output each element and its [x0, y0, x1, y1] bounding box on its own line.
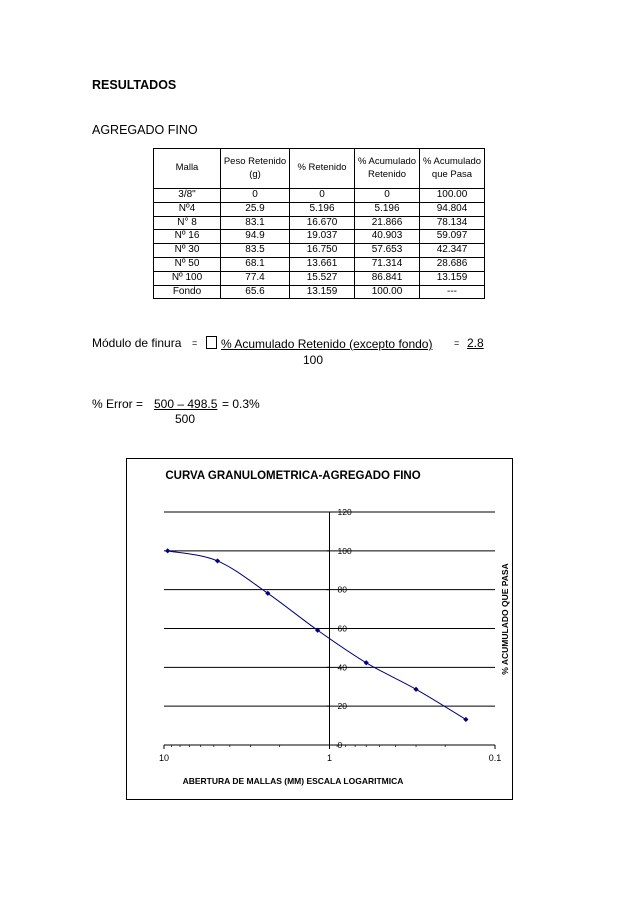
y-tick-label: 100	[337, 545, 352, 556]
table-cell: 78.134	[420, 216, 485, 230]
table-cell: 77.4	[221, 271, 290, 285]
x-tick-label: 1	[326, 753, 333, 763]
header-acumulado-pasa: % Acumulado que Pasa	[420, 149, 485, 189]
y-tick-label: 40	[337, 662, 347, 673]
sieve-table	[153, 148, 485, 299]
x-axis-label: ABERTURA DE MALLAS (MM) ESCALA LOGARITMICA	[182, 776, 404, 786]
table-cell: Nº 50	[154, 257, 221, 271]
table-cell: 0	[221, 189, 290, 203]
table-cell: 59.097	[420, 230, 485, 244]
y-tick-label: 80	[337, 584, 347, 595]
table-cell: 94.804	[420, 202, 485, 216]
error-result: = 0.3%	[222, 397, 260, 411]
x-tick-label: 10	[158, 753, 170, 763]
y-tick-label: 0	[337, 740, 343, 750]
table-cell: 65.6	[221, 285, 290, 299]
y-tick-label: 60	[337, 623, 347, 634]
summation-icon	[206, 336, 217, 349]
table-row	[154, 230, 485, 244]
modulo-equals: =	[192, 338, 198, 348]
error-denominator: 500	[175, 412, 196, 426]
table-cell: 13.159	[420, 271, 485, 285]
table-cell: 83.5	[221, 244, 290, 258]
table-cell: Nº 30	[154, 244, 221, 258]
data-point	[215, 558, 220, 563]
table-row	[154, 216, 485, 230]
table-cell: 0	[355, 189, 420, 203]
table-cell: 68.1	[221, 257, 290, 271]
table-cell: Nº4	[154, 202, 221, 216]
series-line	[168, 551, 466, 720]
table-row	[154, 244, 485, 258]
table-row	[154, 257, 485, 271]
results-heading: RESULTADOS	[92, 78, 177, 92]
y-tick-label: 120	[337, 507, 352, 517]
table-cell: 42.347	[420, 244, 485, 258]
table-cell: 5.196	[355, 202, 420, 216]
error-label: % Error =	[92, 397, 144, 411]
table-cell: Nº 16	[154, 230, 221, 244]
header-retenido: % Retenido	[290, 149, 355, 189]
table-cell: 5.196	[290, 202, 355, 216]
y-tick-label: 20	[337, 701, 347, 712]
header-peso-retenido: Peso Retenido (g)	[221, 149, 290, 189]
table-row	[154, 202, 485, 216]
table-cell: 16.750	[290, 244, 355, 258]
error-numerator: 500 – 498.5	[154, 397, 218, 411]
table-cell: 83.1	[221, 216, 290, 230]
modulo-equals-2: =	[454, 338, 460, 348]
table-cell: Nº 100	[154, 271, 221, 285]
data-point	[463, 717, 468, 722]
table-row	[154, 285, 485, 299]
data-point	[165, 548, 170, 553]
table-cell: 15.527	[290, 271, 355, 285]
table-cell: 28.686	[420, 257, 485, 271]
modulo-denominator: 100	[303, 353, 324, 367]
table-cell: 40.903	[355, 230, 420, 244]
modulo-result: 2.8	[467, 336, 484, 350]
table-cell: 13.159	[290, 285, 355, 299]
header-malla: Malla	[154, 149, 221, 189]
section-subheading: AGREGADO FINO	[92, 123, 198, 137]
x-tick-label: 0.1	[488, 753, 502, 763]
table-cell: 0	[290, 189, 355, 203]
table-cell: 100.00	[355, 285, 420, 299]
table-cell: 19.037	[290, 230, 355, 244]
modulo-label: Módulo de finura	[92, 336, 182, 350]
y-axis-label: % ACUMULADO QUE PASA	[500, 563, 510, 675]
table-header-row	[154, 149, 485, 189]
table-cell: 86.841	[355, 271, 420, 285]
table-cell: 13.661	[290, 257, 355, 271]
table-cell: 71.314	[355, 257, 420, 271]
chart-title: CURVA GRANULOMETRICA-AGREGADO FINO	[165, 470, 421, 482]
table-row	[154, 271, 485, 285]
table-cell: Fondo	[154, 285, 221, 299]
table-row	[154, 189, 485, 203]
table-cell: 57.653	[355, 244, 420, 258]
table-cell: 25.9	[221, 202, 290, 216]
data-point	[413, 687, 418, 692]
table-cell: ---	[420, 285, 485, 299]
table-cell: 16.670	[290, 216, 355, 230]
table-cell: 21.866	[355, 216, 420, 230]
header-acumulado-retenido: % Acumulado Retenido	[355, 149, 420, 189]
table-cell: 100.00	[420, 189, 485, 203]
gradation-chart	[126, 458, 513, 800]
table-cell: 94.9	[221, 230, 290, 244]
table-cell: N° 8	[154, 216, 221, 230]
data-point	[364, 660, 369, 665]
table-cell: 3/8"	[154, 189, 221, 203]
modulo-numerator	[206, 336, 446, 351]
modulo-numerator-text: % Acumulado Retenido (excepto fondo)	[221, 337, 433, 351]
chart-svg	[127, 459, 512, 799]
